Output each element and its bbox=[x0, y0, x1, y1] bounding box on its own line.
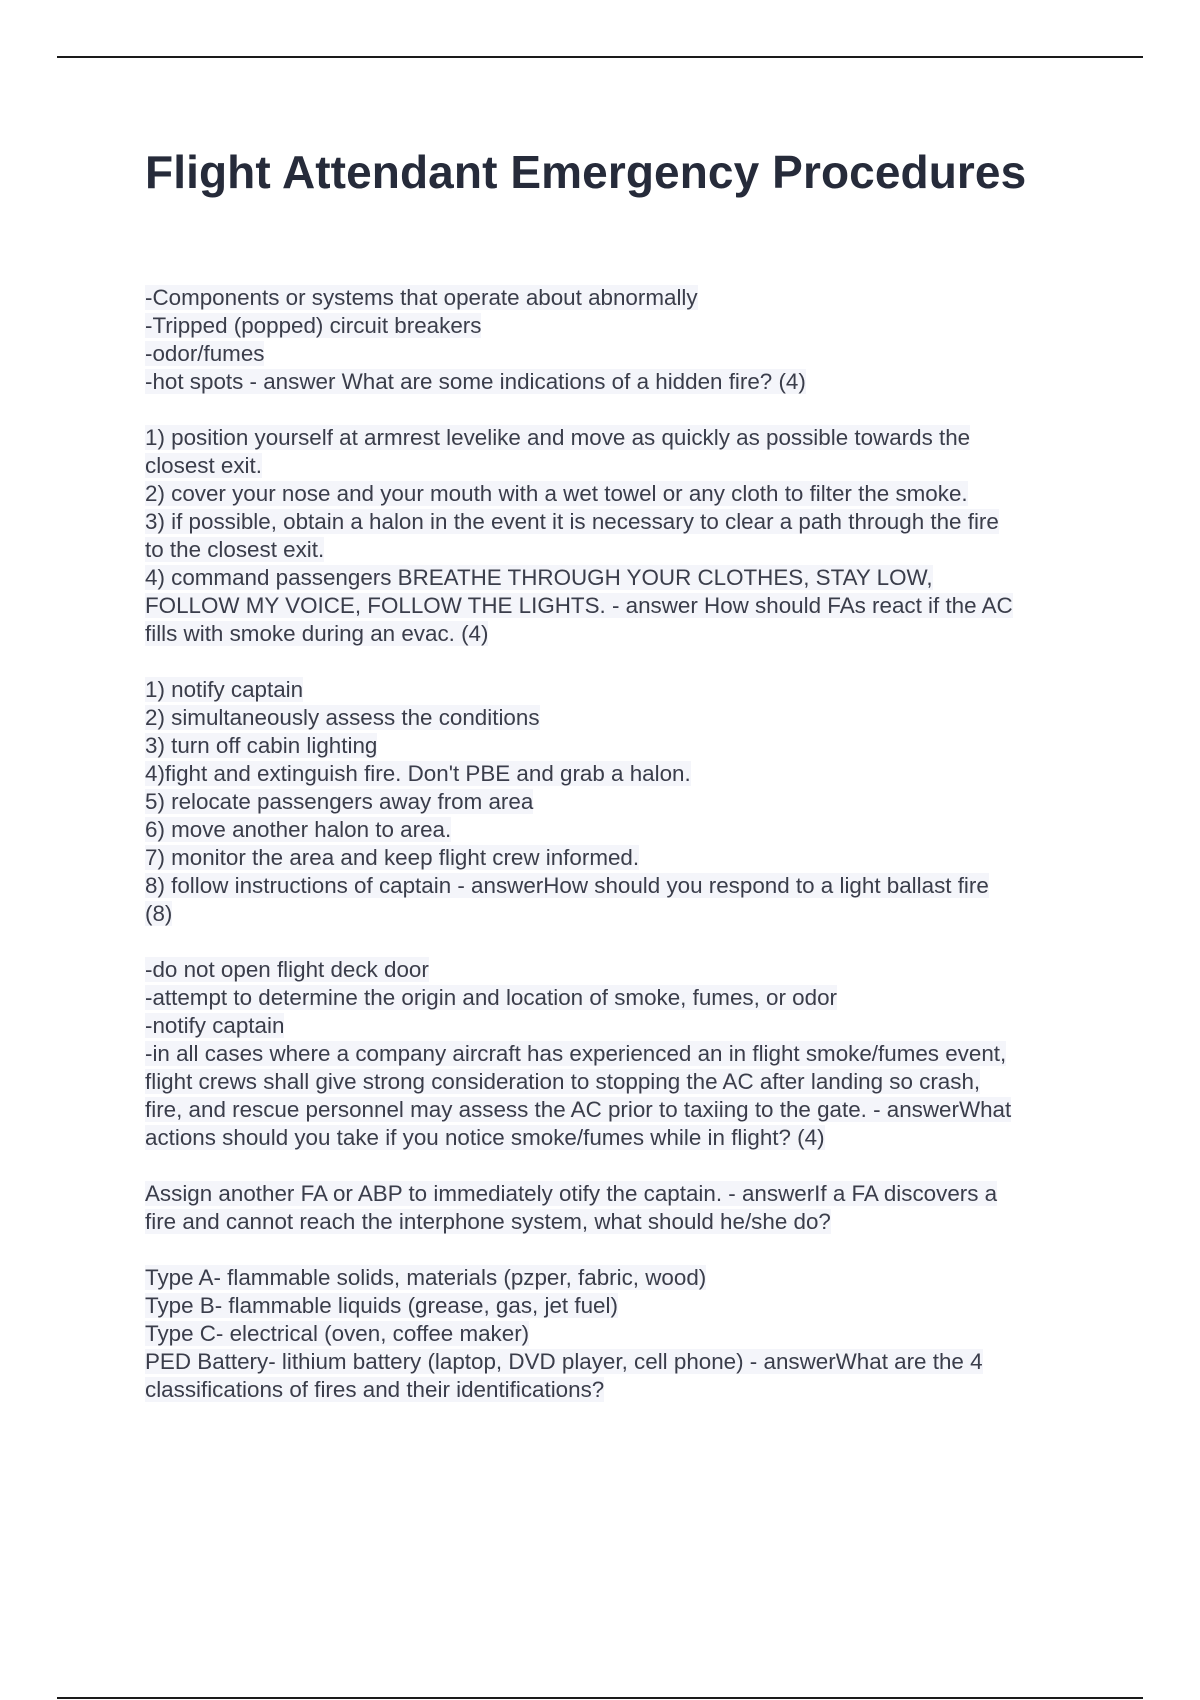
card-line: -attempt to determine the origin and location of smoke, fumes, or odor bbox=[145, 985, 837, 1010]
card-line: PED Battery- lithium battery (laptop, DVD player, cell phone) - answerWhat are the 4 bbox=[145, 1349, 983, 1374]
card-line: 5) relocate passengers away from area bbox=[145, 789, 534, 814]
card-line: 7) monitor the area and keep flight crew informed. bbox=[145, 845, 640, 870]
card-line: (8) bbox=[145, 901, 173, 926]
card-line: closest exit. bbox=[145, 453, 262, 478]
card-line: actions should you take if you notice smoke/fumes while in flight? (4) bbox=[145, 1125, 825, 1150]
flashcard-smoke-evac bbox=[145, 424, 1100, 648]
card-line: to the closest exit. bbox=[145, 537, 325, 562]
flashcard-hidden-fire bbox=[145, 284, 1100, 396]
card-line: -notify captain bbox=[145, 1013, 285, 1038]
card-line: 6) move another halon to area. bbox=[145, 817, 452, 842]
card-line: Type A- flammable solids, materials (pzper, fabric, wood) bbox=[145, 1265, 707, 1290]
card-line: -odor/fumes bbox=[145, 341, 265, 366]
card-line: -hot spots - answer What are some indications of a hidden fire? (4) bbox=[145, 369, 806, 394]
card-line: FOLLOW MY VOICE, FOLLOW THE LIGHTS. - answer How should FAs react if the AC bbox=[145, 593, 1013, 618]
card-line: fire and cannot reach the interphone system, what should he/she do? bbox=[145, 1209, 831, 1234]
top-rule bbox=[57, 56, 1143, 58]
card-line: 4)fight and extinguish fire. Don't PBE and grab a halon. bbox=[145, 761, 691, 786]
card-line: 8) follow instructions of captain - answerHow should you respond to a light ballast fire bbox=[145, 873, 989, 898]
card-line: -Components or systems that operate about abnormally bbox=[145, 285, 698, 310]
card-line: 1) position yourself at armrest levelike and move as quickly as possible towards the bbox=[145, 425, 971, 450]
flashcard-fire-classes bbox=[145, 1264, 1100, 1404]
card-line: fire, and rescue personnel may assess the AC prior to taxiing to the gate. - answerWhat bbox=[145, 1097, 1012, 1122]
card-line: -Tripped (popped) circuit breakers bbox=[145, 313, 482, 338]
card-line: Type B- flammable liquids (grease, gas, jet fuel) bbox=[145, 1293, 618, 1318]
document-title: Flight Attendant Emergency Procedures bbox=[145, 146, 1027, 198]
card-line: flight crews shall give strong consideration to stopping the AC after landing so crash, bbox=[145, 1069, 981, 1094]
card-line: Type C- electrical (oven, coffee maker) bbox=[145, 1321, 530, 1346]
document-body bbox=[145, 284, 1100, 1432]
card-line: 4) command passengers BREATHE THROUGH YOUR CLOTHES, STAY LOW, bbox=[145, 565, 933, 590]
card-line: -do not open flight deck door bbox=[145, 957, 429, 982]
bottom-rule bbox=[57, 1697, 1143, 1699]
card-line: Assign another FA or ABP to immediately otify the captain. - answerIf a FA discovers a bbox=[145, 1181, 998, 1206]
card-line: classifications of fires and their identifications? bbox=[145, 1377, 605, 1402]
card-line: 2) cover your nose and your mouth with a wet towel or any cloth to filter the smoke. bbox=[145, 481, 968, 506]
flashcard-smoke-in-flight bbox=[145, 956, 1100, 1152]
flashcard-interphone bbox=[145, 1180, 1100, 1236]
flashcard-light-ballast-fire bbox=[145, 676, 1100, 928]
card-line: 3) if possible, obtain a halon in the event it is necessary to clear a path through the fire bbox=[145, 509, 999, 534]
card-line: fills with smoke during an evac. (4) bbox=[145, 621, 489, 646]
card-line: 1) notify captain bbox=[145, 677, 304, 702]
card-line: 2) simultaneously assess the conditions bbox=[145, 705, 540, 730]
card-line: 3) turn off cabin lighting bbox=[145, 733, 378, 758]
card-line: -in all cases where a company aircraft has experienced an in flight smoke/fumes event, bbox=[145, 1041, 1007, 1066]
